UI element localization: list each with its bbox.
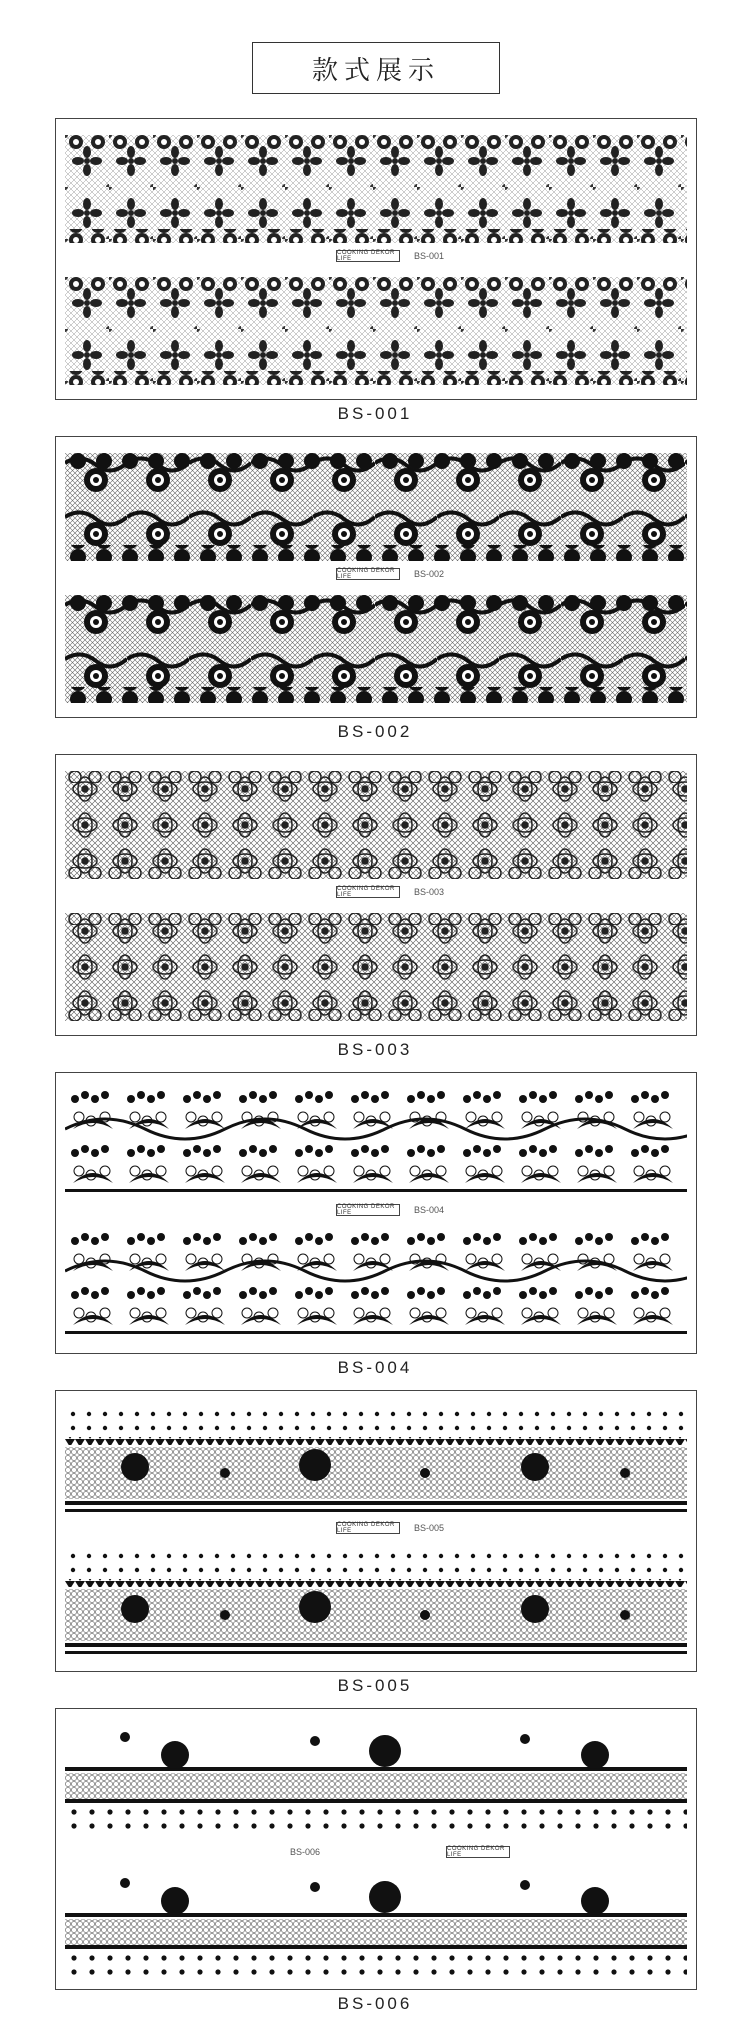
product-label [336, 249, 444, 263]
lace-band-bottom [65, 595, 687, 703]
product-label [446, 1845, 510, 1859]
lace-band-top [65, 1721, 687, 1829]
style-tag-wrap [276, 1845, 320, 1859]
style-caption: BS-001 [337, 404, 413, 423]
brand-tag: COOKING DEKOR LIFE [336, 886, 400, 898]
lace-band-top [65, 1407, 687, 1515]
page-title: 款式展示 [252, 42, 500, 94]
style-caption: BS-003 [337, 1040, 413, 1059]
style-caption: BS-006 [337, 1994, 413, 2013]
product-label [336, 885, 444, 899]
style-caption: BS-004 [337, 1358, 413, 1377]
product-label [336, 1203, 444, 1217]
lace-band-bottom [65, 1867, 687, 1975]
style-panel-bs-005 [55, 1390, 697, 1672]
style-panel-bs-004 [55, 1072, 697, 1354]
style-tag: BS-003 [414, 887, 445, 897]
lace-band-bottom [65, 1549, 687, 1657]
lace-band-top [65, 135, 687, 243]
style-caption: BS-005 [337, 1676, 413, 1695]
brand-tag: COOKING DEKOR LIFE [446, 1846, 510, 1858]
brand-tag: COOKING DEKOR LIFE [336, 1204, 400, 1216]
style-panel-bs-002 [55, 436, 697, 718]
lace-band-bottom [65, 277, 687, 385]
style-tag: BS-005 [414, 1523, 445, 1533]
brand-tag: COOKING DEKOR LIFE [336, 568, 400, 580]
product-label [336, 567, 444, 581]
style-tag: BS-002 [414, 569, 445, 579]
lace-band-top [65, 453, 687, 561]
style-panel-bs-006 [55, 1708, 697, 1990]
brand-tag: COOKING DEKOR LIFE [336, 250, 400, 262]
style-panel-bs-001 [55, 118, 697, 400]
style-tag: BS-004 [414, 1205, 445, 1215]
lace-band-top [65, 771, 687, 879]
style-caption: BS-002 [337, 722, 413, 741]
product-label [336, 1521, 444, 1535]
lace-band-bottom [65, 913, 687, 1021]
style-panel-bs-003 [55, 754, 697, 1036]
style-tag: BS-006 [290, 1847, 321, 1857]
lace-band-top [65, 1089, 687, 1197]
lace-band-bottom [65, 1231, 687, 1339]
style-tag: BS-001 [414, 251, 445, 261]
brand-tag: COOKING DEKOR LIFE [336, 1522, 400, 1534]
